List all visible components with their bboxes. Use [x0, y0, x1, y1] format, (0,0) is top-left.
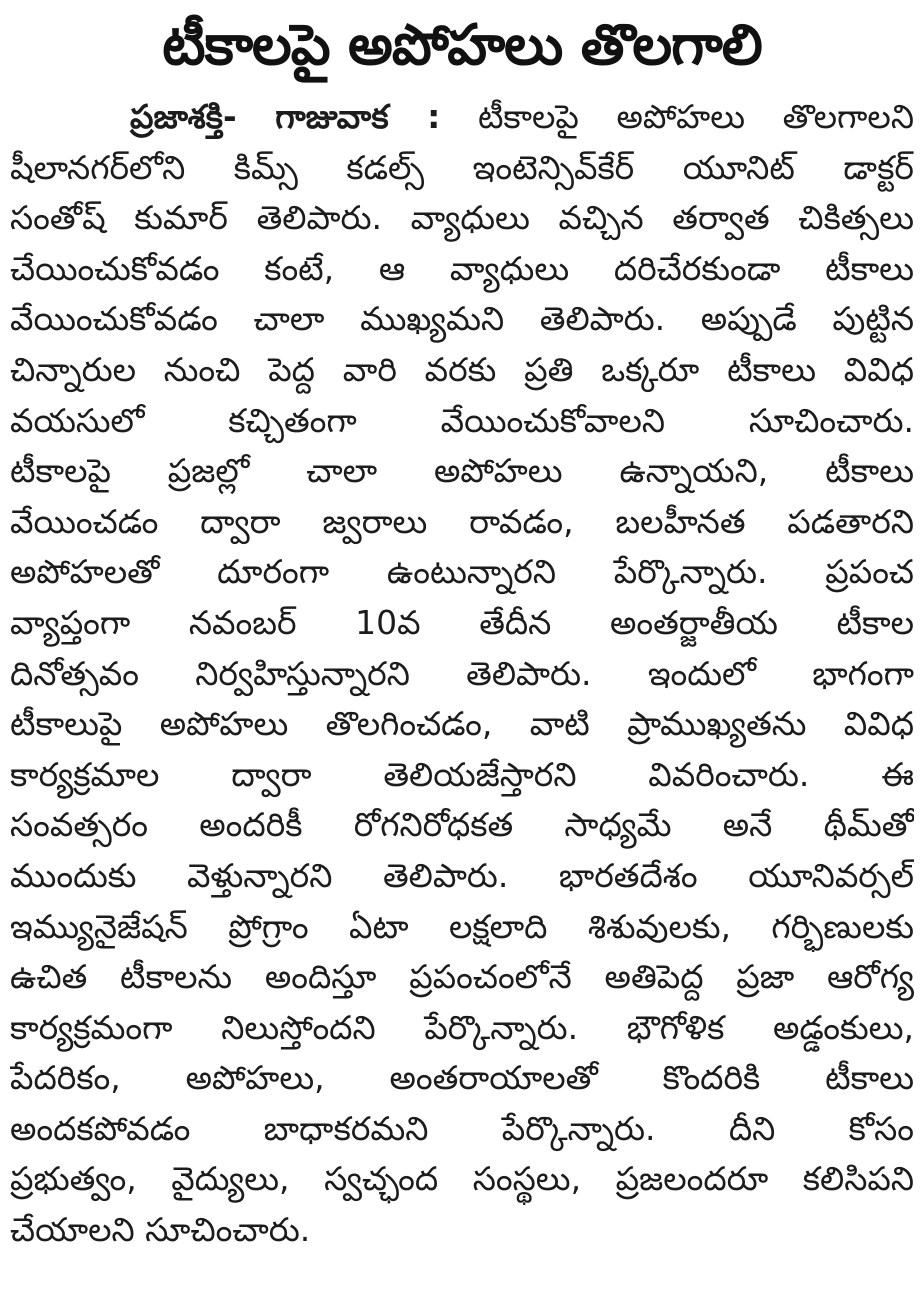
- article-line-10: అపోహలతో దూరంగా ఉంటున్నారని పేర్కొన్నారు. ప్రపంచ: [10, 552, 914, 592]
- article-line-5: వేయించుకోవడం చాలా ముఖ్యమని తెలిపారు. అప్పుడే పుట్టిన: [10, 299, 914, 339]
- article-line-20: పేదరికం, అపోహలు, అంతరాయాలతో కొందరికి టీకాలు: [10, 1058, 914, 1098]
- article-line-16: ముందుకు వెళ్తున్నారని తెలిపారు. భారతదేశం యూనివర్సల్: [10, 855, 914, 895]
- article-line-4: చేయించుకోవడం కంటే, ఆ వ్యాధులు దరిచేరకుండా టీకాలు: [10, 248, 914, 288]
- article-line-3: సంతోష్ కుమార్ తెలిపారు. వ్యాధులు వచ్చిన తర్వాత చికిత్సలు: [10, 198, 914, 238]
- article-dateline: ప్రజాశక్తి- గాజువాక :: [130, 97, 441, 136]
- article-line-14: కార్యక్రమాల ద్వారా తెలియజేస్తారని వివరించారు. ఈ: [10, 754, 914, 794]
- article-line-9: వేయించడం ద్వారా జ్వరాలు రావడం, బలహీనత పడతారని: [10, 501, 914, 541]
- article-line-19: కార్యక్రమంగా నిలుస్తోందని పేర్కొన్నారు. భౌగోళిక అడ్డంకులు,: [10, 1007, 914, 1047]
- article-line-11: వ్యాప్తంగా నవంబర్ 10వ తేదీన అంతర్జాతీయ టీకాల: [10, 602, 914, 642]
- article-line-7: వయసులో కచ్చితంగా వేయించుకోవాలని సూచించారు.: [10, 400, 914, 440]
- article-line-17: ఇమ్యునైజేషన్ ప్రోగ్రాం ఏటా లక్షలాది శిశువులకు, గర్భిణులకు: [10, 906, 914, 946]
- article-line-23: చేయాలని సూచించారు.: [10, 1210, 311, 1250]
- article-line-8: టీకాలపై ప్రజల్లో చాలా అపోహలు ఉన్నాయని, టీకాలు: [10, 451, 914, 491]
- article-line-22: ప్రభుత్వం, వైద్యులు, స్వచ్ఛంద సంస్థలు, ప్రజలందరూ కలిసిపని: [10, 1159, 914, 1199]
- article-line-18: ఉచిత టీకాలను అందిస్తూ ప్రపంచంలోనే అతిపెద్ద ప్రజా ఆరోగ్య: [10, 957, 914, 997]
- article-line-6: చిన్నారుల నుంచి పెద్ద వారి వరకు ప్రతి ఒక్కరూ టీకాలు వివిధ: [10, 349, 914, 389]
- article-line-13: టీకాలుపై అపోహలు తొలగించడం, వాటి ప్రాముఖ్యతను వివిధ: [10, 704, 914, 744]
- article-headline: టీకాలపై అపోహలు తొలగాలి: [162, 13, 762, 78]
- article-line-21: అందకపోవడం బాధాకరమని పేర్కొన్నారు. దీని కోసం: [10, 1108, 914, 1148]
- article-line-1: ప్రజాశక్తి- గాజువాక : టీకాలపై అపోహలు తొలగాలని: [130, 97, 914, 136]
- article-line-15: సంవత్సరం అందరికీ రోగనిరోధకత సాధ్యమే అనే థీమ్‌తో: [10, 805, 914, 845]
- article-line-12: దినోత్సవం నిర్వహిస్తున్నారని తెలిపారు. ఇందులో భాగంగా: [10, 653, 914, 693]
- article-line-2: షీలానగర్‌లోని కిమ్స్ కడల్స్ ఇంటెన్సివ్‌కేర్ యూనిట్ డాక్టర్: [10, 147, 914, 187]
- article-body: [10, 92, 914, 1256]
